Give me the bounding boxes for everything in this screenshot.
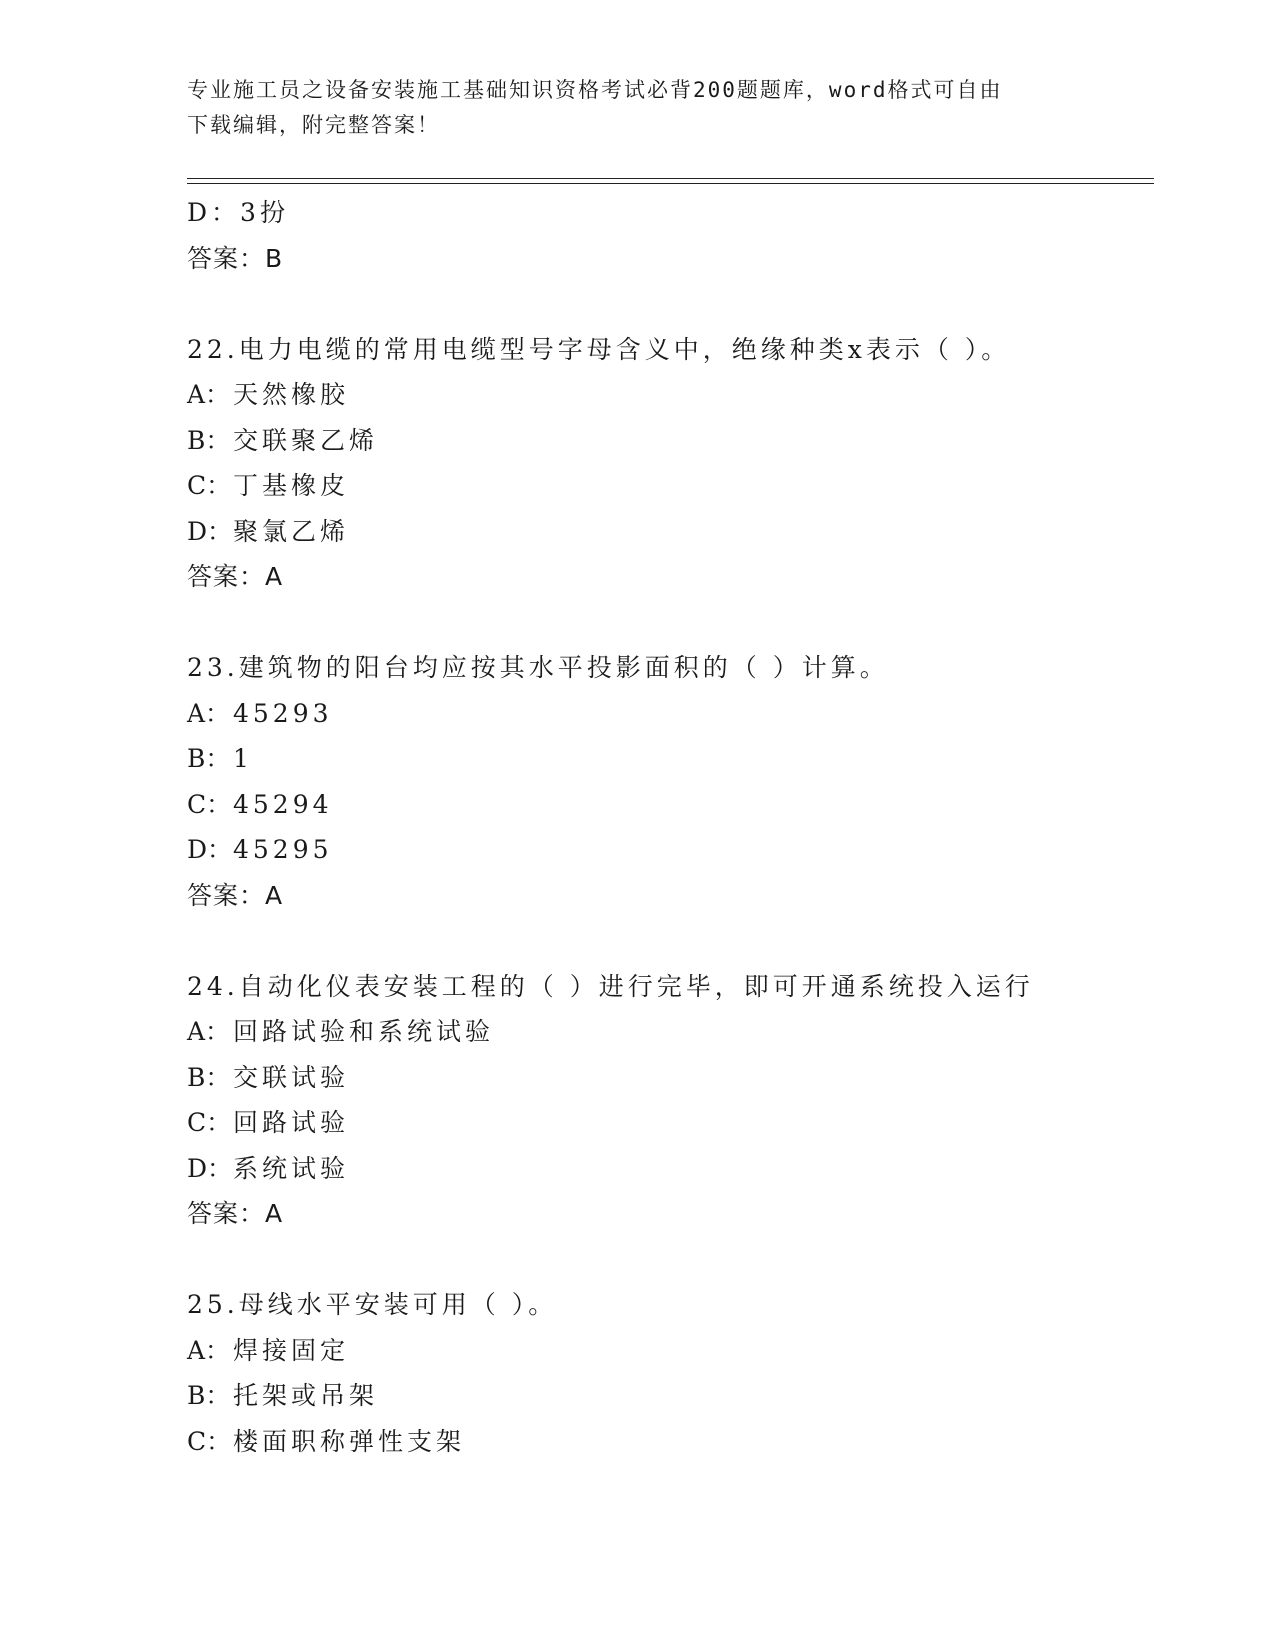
option-label: B： [187,425,231,455]
option-a [187,691,1154,737]
document-header [187,73,1087,143]
option-text: 45293 [233,698,333,728]
option-c [187,1419,1154,1465]
question-list [187,190,1154,1464]
option-label: C： [187,471,232,500]
option-a [187,1009,1154,1055]
option-label: D： [187,516,233,546]
option-label: B： [187,1062,231,1092]
option-label: A： [187,380,231,409]
question-block-24 [187,964,1154,1237]
question-stem: 22.电力电缆的常用电缆型号字母含义中，绝缘种类x表示（ ）。 [187,334,1011,364]
option-label: C： [187,1426,232,1456]
header-divider-top [187,178,1154,179]
option-text: 聚氯乙烯 [233,516,350,546]
option-label: C： [187,789,232,819]
option-label: B： [187,1381,231,1410]
answer-line: 答案：A [187,1199,284,1228]
option-a [187,1328,1154,1374]
option-text: 天然橡胶 [233,380,350,409]
option-text: 系统试验 [233,1153,350,1183]
option-label: B： [187,744,231,773]
option-text: 楼面职称弹性支架 [233,1426,466,1456]
answer-line: 答案：A [187,880,284,910]
option-d [187,827,1154,873]
option-label: D： [187,1153,233,1183]
option-a [187,372,1154,418]
header-divider-bottom [187,183,1154,184]
option-label: A： [187,1017,231,1046]
option-label: A： [187,698,231,728]
option-text: 45295 [233,835,333,864]
option-b [187,418,1154,464]
option-label: A： [187,1335,231,1365]
option-d [187,509,1154,555]
option-text: 回路试验 [233,1108,350,1137]
spacer [187,1237,1154,1283]
spacer [187,281,1154,327]
header-line-1: 专业施工员之设备安装施工基础知识资格考试必背200题题库，word格式可自由 [187,78,1003,102]
spacer [187,918,1154,964]
option-text: 交联聚乙烯 [233,425,379,455]
option-text: 焊接固定 [233,1335,350,1365]
option-text: 回路试验和系统试验 [233,1017,495,1046]
option-text: 1 [233,744,253,773]
spacer [187,600,1154,646]
header-line-2: 下载编辑，附完整答案！ [187,113,440,137]
carryover-option-d: D：3扮 [187,198,289,227]
question-stem: 23.建筑物的阳台均应按其水平投影面积的（ ）计算。 [187,653,889,682]
question-block-23 [187,645,1154,918]
option-text: 丁基橡皮 [233,471,350,500]
answer-line: 答案：A [187,562,284,591]
question-stem: 24.自动化仪表安装工程的（ ）进行完毕，即可开通系统投入运行 [187,971,1034,1001]
option-text: 45294 [233,789,333,819]
option-b [187,736,1154,782]
option-text: 交联试验 [233,1062,350,1092]
question-block-22 [187,327,1154,600]
option-text: 托架或吊架 [233,1381,379,1410]
option-c [187,463,1154,509]
option-d [187,1146,1154,1192]
question-block-25 [187,1282,1154,1464]
carryover-answer: 答案：B [187,243,284,273]
option-b [187,1373,1154,1419]
option-label: C： [187,1108,232,1137]
question-stem: 25.母线水平安装可用（ ）。 [187,1290,558,1319]
option-label: D： [187,835,233,864]
option-c [187,782,1154,828]
option-b [187,1055,1154,1101]
option-c [187,1100,1154,1146]
